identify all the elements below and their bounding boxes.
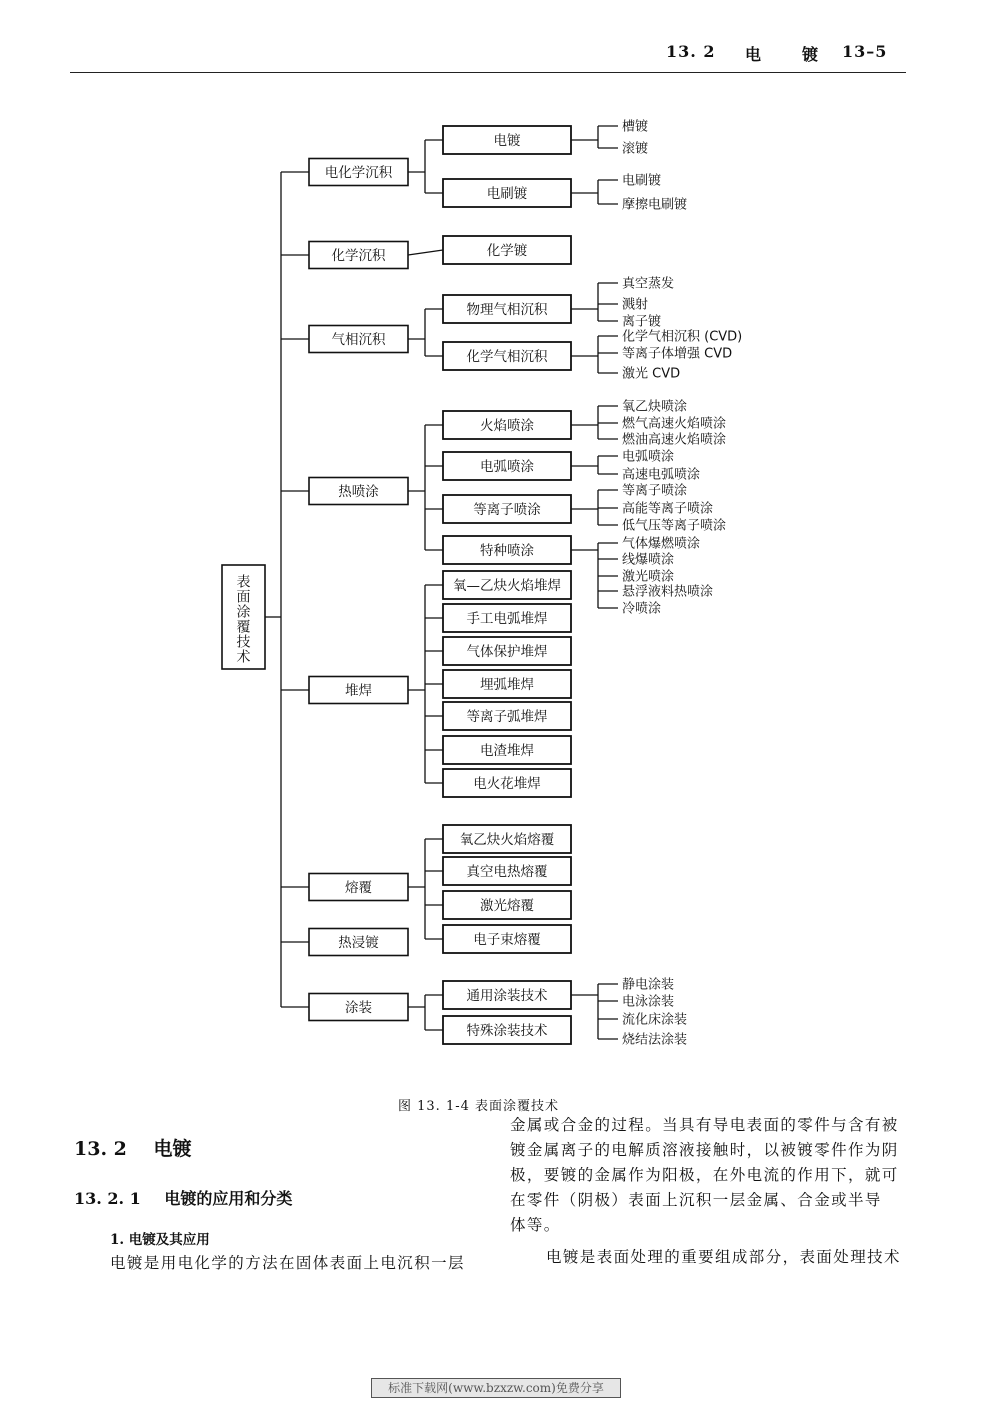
method-label: 激光熔覆 [480,898,534,914]
item-label: 氧乙炔喷涂 [622,399,688,415]
item-label: 电刷镀 [622,173,662,189]
header-title-char-1: 电 [745,45,763,64]
subsection-title: 电镀的应用和分类 [164,1189,293,1208]
item-label: 溅射 [622,297,649,313]
method-label: 气体保护堆焊 [466,644,548,660]
category-label: 熔覆 [345,880,372,896]
item-label: 流化床涂装 [622,1012,688,1028]
header-page-number: 13–5 [842,42,888,61]
right-text-line: 金属或合金的过程。当具有导电表面的零件与含有被 [510,1116,899,1134]
item-label: 电弧喷涂 [622,449,675,465]
root-label-char: 术 [236,649,251,666]
item-label: 滚镀 [622,141,649,157]
root-label-char: 表 [236,574,251,591]
category-label: 热喷涂 [338,484,379,500]
figure-caption: 图 13. 1-4 表面涂覆技术 [398,1099,560,1114]
sub-heading: 1. 电镀及其应用 [110,1232,210,1248]
root-label-char: 涂 [236,604,251,621]
method-label: 氧乙炔火焰熔覆 [459,832,555,848]
method-label: 手工电弧堆焊 [466,611,548,627]
item-label: 低气压等离子喷涂 [622,518,727,534]
item-label: 燃油高速火焰喷涂 [622,432,727,448]
footer-watermark: 标准下载网(www.bzxzw.com)免费分享 [371,1378,621,1398]
category-label: 化学沉积 [331,248,386,264]
method-label: 电火花堆焊 [473,776,541,792]
method-label: 特种喷涂 [480,543,534,559]
item-label: 烧结法涂装 [622,1032,688,1048]
method-label: 埋弧堆焊 [480,677,534,693]
method-label: 化学气相沉积 [466,349,548,365]
method-label: 电刷镀 [486,186,528,202]
subsection-number: 13. 2. 1 [74,1189,141,1208]
category-label: 热浸镀 [338,935,379,951]
method-label: 物理气相沉积 [466,302,548,318]
item-label: 悬浮液料热喷涂 [622,584,714,600]
item-label: 线爆喷涂 [622,552,675,568]
item-label: 燃气高速火焰喷涂 [622,416,727,432]
method-label: 火焰喷涂 [480,418,534,434]
item-label: 激光喷涂 [622,569,675,585]
item-label: 摩擦电刷镀 [622,197,688,213]
method-connector [408,250,443,255]
method-label: 特殊涂装技术 [466,1023,548,1039]
item-label: 激光 CVD [622,366,681,382]
right-text-line: 镀金属离子的电解质溶液接触时，以被镀零件作为阴 [510,1141,899,1159]
header-title-char-2: 镀 [802,45,820,64]
root-label-char: 面 [236,589,251,606]
item-label: 电泳涂装 [622,994,675,1010]
method-label: 电镀 [493,133,521,149]
item-label: 化学气相沉积 (CVD) [622,329,743,345]
item-label: 离子镀 [622,314,662,330]
root-label-char: 技 [236,634,251,651]
left-text-line: 电镀是用电化学的方法在固体表面上电沉积一层 [110,1254,465,1272]
header-section-number: 13. 2 [666,42,716,61]
subsection-heading [74,1186,292,1209]
method-label: 等离子弧堆焊 [466,709,548,725]
item-label: 高速电弧喷涂 [622,467,701,483]
item-label: 高能等离子喷涂 [622,501,714,517]
section-number: 13. 2 [74,1138,127,1160]
category-label: 电化学沉积 [324,165,393,181]
item-label: 气体爆燃喷涂 [622,536,701,552]
right-text-line: 在零件（阴极）表面上沉积一层金属、合金或半导 [510,1191,882,1209]
method-label: 电弧喷涂 [480,459,534,475]
category-label: 气相沉积 [331,332,386,348]
method-label: 氧—乙炔火焰堆焊 [453,578,561,594]
method-label: 真空电热熔覆 [466,864,548,880]
category-label: 涂装 [345,1000,372,1016]
section-title: 电镀 [153,1138,192,1160]
item-label: 冷喷涂 [622,601,662,617]
root-label-char: 覆 [236,619,251,636]
method-label: 化学镀 [486,243,528,259]
right-text-line: 极，要镀的金属作为阳极，在外电流的作用下，就可 [510,1166,899,1184]
item-label: 等离子体增强 CVD [622,346,733,362]
item-label: 槽镀 [622,119,649,135]
right-text-line: 体等。 [510,1216,561,1234]
section-heading [74,1134,192,1161]
method-label: 电子束熔覆 [473,932,541,948]
item-label: 真空蒸发 [622,276,675,292]
item-label: 等离子喷涂 [622,483,688,499]
method-label: 通用涂装技术 [466,988,548,1004]
item-label: 静电涂装 [622,977,675,993]
category-label: 堆焊 [345,683,372,699]
right-text-line: 电镀是表面处理的重要组成部分，表面处理技术 [546,1248,901,1266]
method-label: 等离子喷涂 [473,502,541,518]
method-label: 电渣堆焊 [480,743,534,759]
